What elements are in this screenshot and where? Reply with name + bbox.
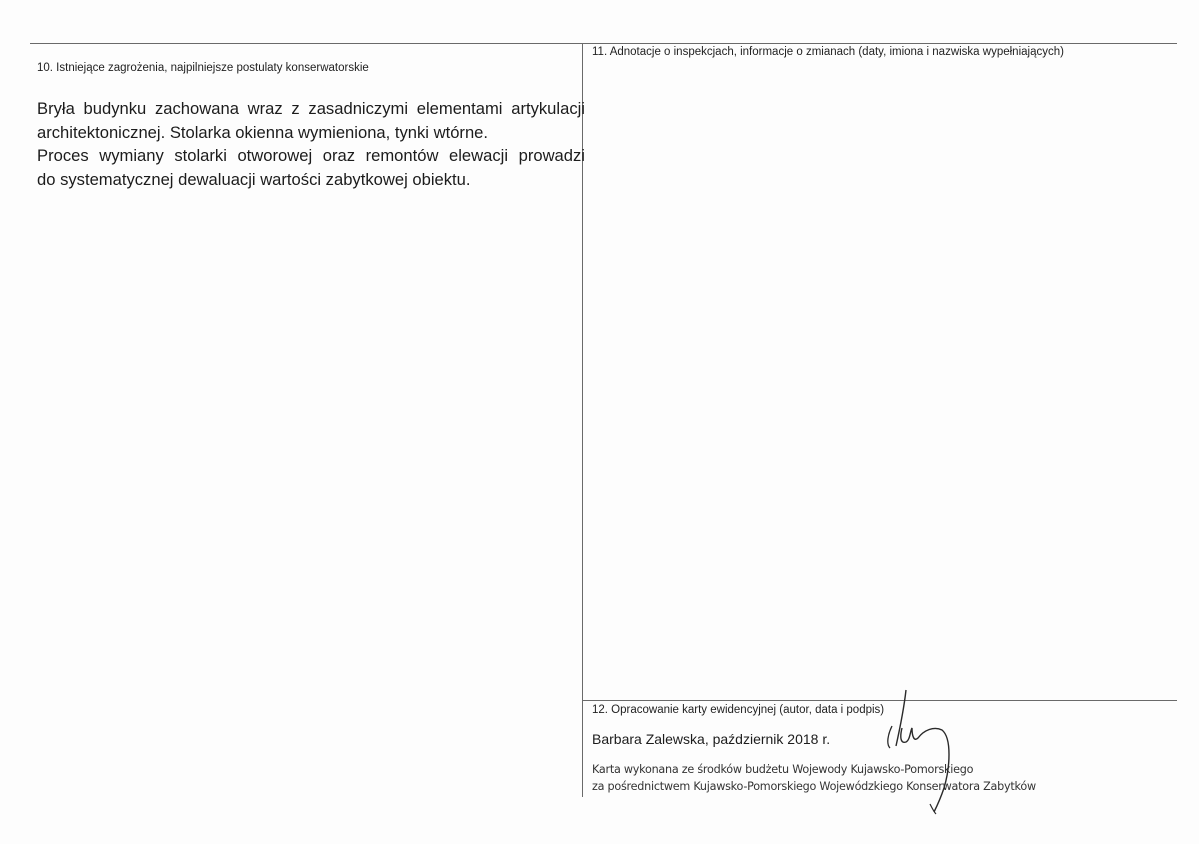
section-10-line-2: architektonicznej. Stolarka okienna wymieniona, tynki wtórne. [37,122,489,142]
funding-line-2: za pośrednictwem Kujawsko-Pomorskiego Wojewódzkiego Konserwatora Zabytków [592,779,1036,793]
section-10-label: 10. Istniejące zagrożenia, najpilniejsze postulaty konserwatorskie [37,62,369,74]
section-10-line-4: do systematycznej dewaluacji wartości zabytkowej obiektu. [37,169,471,189]
handwritten-signature-icon [880,688,960,824]
funding-note [592,762,1036,795]
section-10-line-1: Bryła budynku zachowana wraz z zasadniczymi elementami artykulacji [37,99,585,118]
section-12-label: 12. Opracowanie karty ewidencyjnej (autor, data i podpis) [592,704,885,716]
section-10-line-3: Proces wymiany stolarki otworowej oraz remontów elewacji prowadzi [37,146,585,165]
section-10-body [37,97,585,191]
funding-line-1: Karta wykonana ze środków budżetu Wojewody Kujawsko-Pomorskiego [592,763,974,776]
section-11-label: 11. Adnotacje o inspekcjach, informacje o zmianach (daty, imiona i nazwiska wypełniających) [592,46,1064,58]
top-border-line [30,43,1177,44]
author-and-date: Barbara Zalewska, październik 2018 r. [592,731,831,747]
